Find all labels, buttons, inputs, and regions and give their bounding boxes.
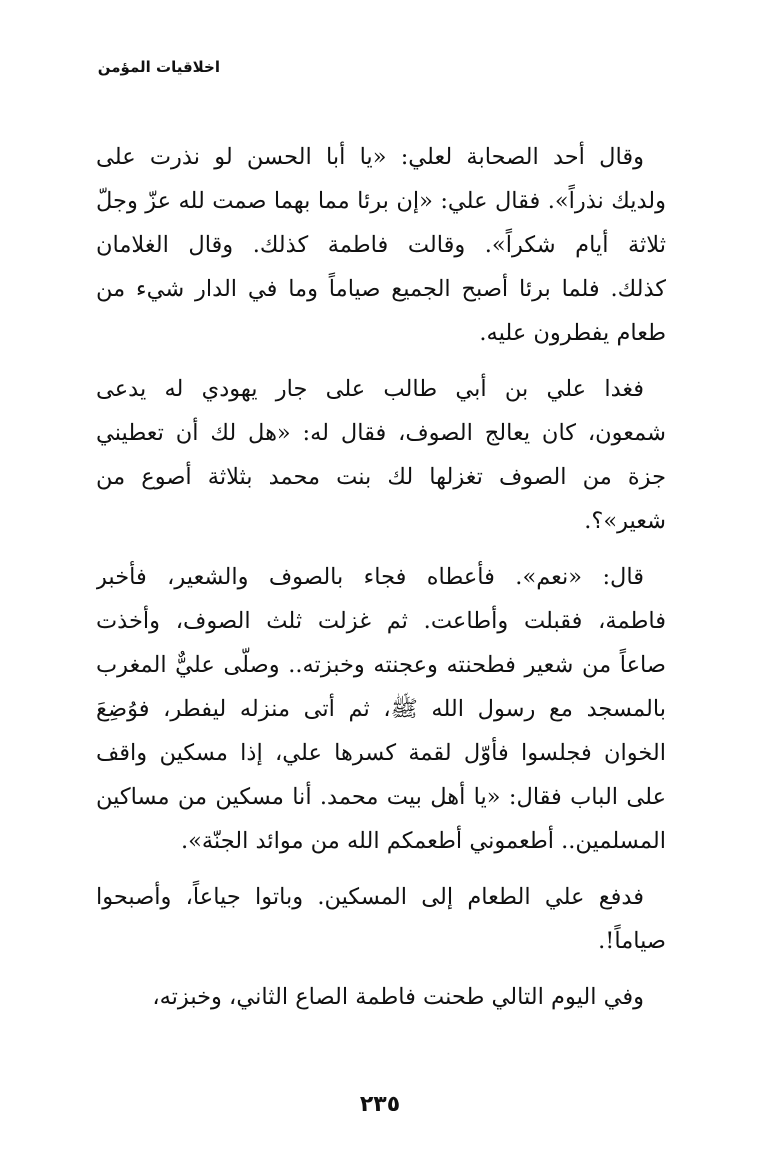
paragraph xyxy=(96,975,666,1019)
text-line: وقال أحد الصحابة لعلي: «يا أبا الحسن لو نذرت على xyxy=(96,144,644,170)
text-line: فدفع علي الطعام إلى المسكين. وباتوا جياعاً، وأصبحوا xyxy=(96,884,644,910)
text-line: طعام يفطرون عليه. xyxy=(479,320,666,346)
text-line: صاعاً من شعير فطحنته وعجنته وخبزته.. وصلّى عليٌّ المغرب xyxy=(96,652,666,678)
text-line: الخوان فجلسوا فأوّل لقمة كسرها علي، إذا مسكين واقف xyxy=(96,740,666,766)
running-title: اخلاقيات المؤمن xyxy=(97,58,220,76)
text-line: فاطمة، فقبلت وأطاعت. ثم غزلت ثلث الصوف، وأخذت xyxy=(96,608,666,634)
text-line: بالمسجد مع رسول الله ﷺ، ثم أتى منزله ليفطر، فوُضِعَ xyxy=(96,696,666,722)
paragraph xyxy=(96,875,666,963)
text-line: جزة من الصوف تغزلها لك بنت محمد بثلاثة أصوع من xyxy=(96,464,666,490)
text-line: المسلمين.. أطعموني أطعمكم الله من موائد الجنّة». xyxy=(180,828,666,854)
text-line: ولديك نذراً». فقال علي: «إن برئا مما بهما صمت لله عزّ وجلّ xyxy=(96,188,666,214)
text-line: وفي اليوم التالي طحنت فاطمة الصاع الثاني، وخبزته، xyxy=(152,984,644,1010)
text-line: فغدا علي بن أبي طالب على جار يهودي له يدعى xyxy=(96,376,644,402)
text-line: على الباب فقال: «يا أهل بيت محمد. أنا مسكين من مساكين xyxy=(96,784,666,810)
text-line: كذلك. فلما برئا أصبح الجميع صياماً وما في الدار شيء من xyxy=(96,276,666,302)
paragraph xyxy=(96,367,666,543)
text-line: ثلاثة أيام شكراً». وقالت فاطمة كذلك. وقال الغلامان xyxy=(96,232,666,258)
text-line: صياماً!. xyxy=(598,928,666,954)
paragraph xyxy=(96,555,666,863)
paragraph xyxy=(96,135,666,355)
page-number: ٢٣٥ xyxy=(359,1092,401,1117)
body-text xyxy=(96,135,666,1031)
text-line: شمعون، كان يعالج الصوف، فقال له: «هل لك أن تعطيني xyxy=(96,420,666,446)
text-line: شعير»؟. xyxy=(584,508,666,534)
text-line: قال: «نعم». فأعطاه فجاء بالصوف والشعير، فأخبر xyxy=(96,564,644,590)
